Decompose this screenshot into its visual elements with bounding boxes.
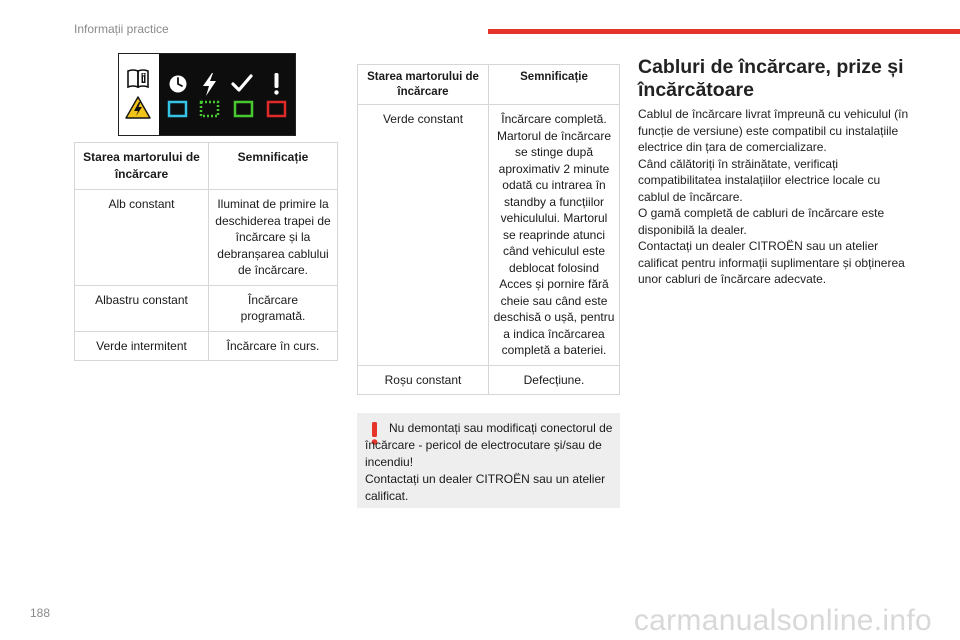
section-title: Cabluri de încărcare, prize și încărcătoare (638, 56, 904, 101)
section-paragraph: Când călătoriți în străinătate, verificați compatibilitatea instalațiilor electrice locale cu cablul de încărcare. (638, 156, 881, 204)
column-header-meaning: Semnificație (489, 65, 620, 105)
checkmark-icon (233, 76, 251, 90)
section-paragraph: Cablul de încărcare livrat împreună cu vehiculul (în funcție de versiune) este compatibil cu instalațiile electrice din țara de comercializare. (638, 107, 909, 154)
warning-line-2: Contactați un dealer CITROËN sau un atelier calificat. (365, 472, 606, 503)
section-paragraph: Contactați un dealer CITROËN sau un atelier calificat pentru informații suplimentare și obținerea unor cabluri de încărcare adecvate. (638, 239, 905, 286)
table-row (358, 105, 620, 366)
status-cell: Roșu constant (358, 365, 489, 395)
charging-status-table-2 (357, 64, 620, 395)
red-lamp (268, 102, 285, 116)
table-header-row (358, 65, 620, 105)
indicator-left-column (119, 54, 159, 135)
meaning-cell: Încărcare în curs. (209, 331, 338, 361)
warning-line-1: Nu demontați sau modificați conectorul de încărcare - pericol de electrocutare și/sau de incendiu! (365, 421, 613, 469)
green-flashing-lamp (201, 102, 218, 116)
table-row (75, 285, 338, 331)
header-accent-bar (488, 29, 960, 34)
meaning-cell: Iluminat de primire la deschiderea trapei de încărcare și la debranșarea cablului de încărcare. (209, 190, 338, 286)
column-header-meaning: Semnificație (209, 143, 338, 190)
status-cell: Verde intermitent (75, 331, 209, 361)
table-row (358, 365, 620, 395)
section-paragraph: O gamă completă de cabluri de încărcare este disponibilă la dealer. (638, 206, 885, 237)
table-row (75, 331, 338, 361)
status-cell: Albastru constant (75, 285, 209, 331)
indicator-right-icons (159, 54, 295, 135)
warning-box (357, 413, 620, 508)
watermark: carmanualsonline.info (633, 604, 932, 637)
section-body (638, 106, 910, 288)
charging-status-table-1 (74, 142, 338, 361)
page-number: 188 (30, 606, 51, 620)
status-cell: Verde constant (358, 105, 489, 366)
status-cell: Alb constant (75, 190, 209, 286)
book-info-icon (128, 70, 148, 87)
meaning-cell: Încărcare completă. Martorul de încărcare se stinge după aproximativ 2 minute odată cu intrarea în standby a funcțiilor vehiculului. Martorul se reaprinde atunci când vehiculul este deblocat folosind Acces și pornire fără cheie sau când este deschisă o ușă, pentru a indica încărcarea completă a bateriei. (489, 105, 620, 366)
indicator-right-panel (159, 54, 295, 135)
green-lamp (235, 102, 252, 116)
charging-plug-warning-icon (126, 97, 150, 118)
exclamation-icon (274, 73, 278, 95)
lightning-icon (203, 73, 216, 96)
blue-lamp (169, 102, 186, 116)
column-header-status: Starea martorului de încărcare (75, 143, 209, 190)
meaning-cell: Încărcare programată. (209, 285, 338, 331)
column-header-status: Starea martorului de încărcare (358, 65, 489, 105)
warning-text (365, 420, 615, 505)
charging-indicator-illustration (118, 53, 296, 136)
meaning-cell: Defecțiune. (489, 365, 620, 395)
indicator-left-icons (119, 54, 159, 135)
table-header-row (75, 143, 338, 190)
clock-icon (170, 76, 187, 93)
header-title: Informații practice (74, 22, 169, 36)
table-row (75, 190, 338, 286)
